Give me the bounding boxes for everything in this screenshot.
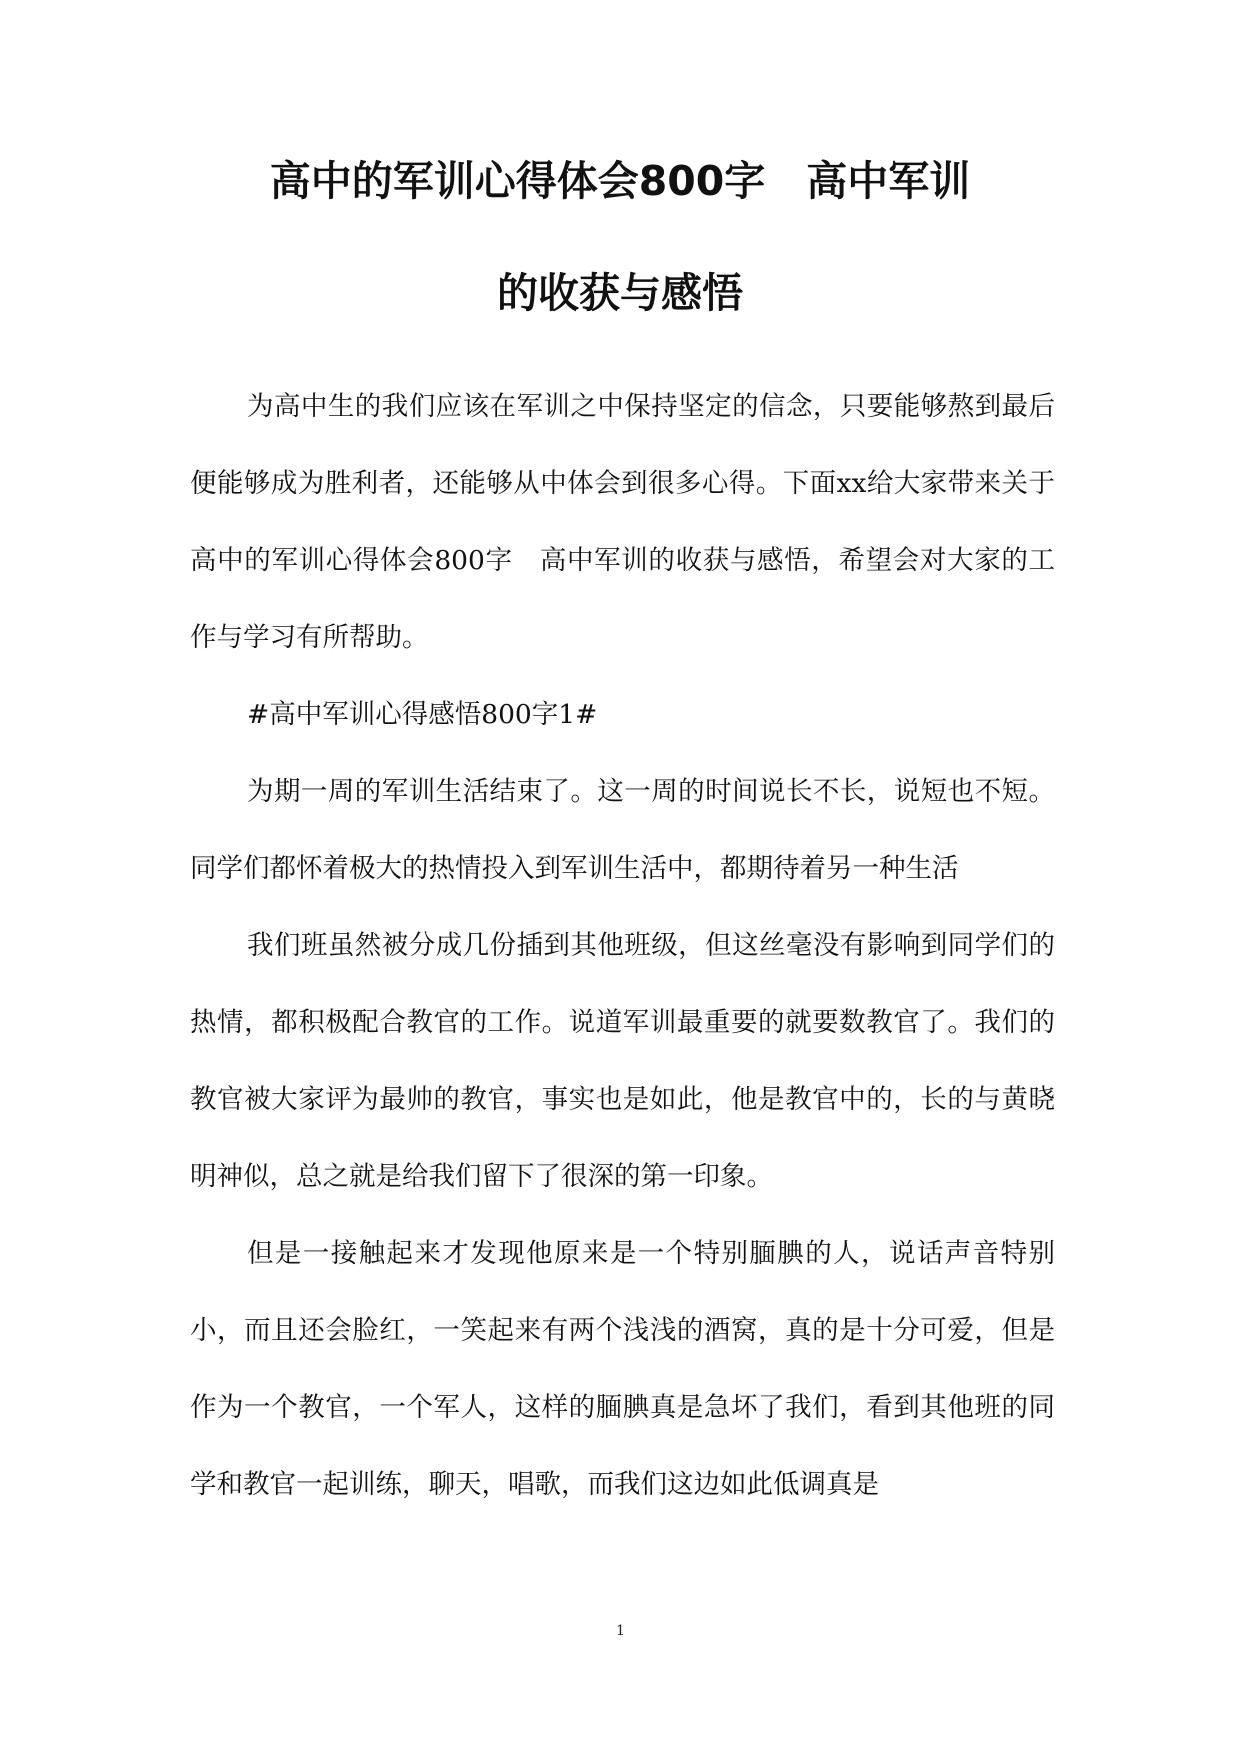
document-title-line-1: 高中的军训心得体会800字 高中军训 — [269, 157, 971, 205]
paragraph-1: 为期一周的军训生活结束了。这一周的时间说长不长，说短也不短。同学们都怀着极大的热情投入到军训生活中，都期待着另一种生活 — [190, 776, 1055, 884]
document-title-line-2: 的收获与感悟 — [497, 269, 743, 317]
document-body — [190, 368, 1055, 1523]
paragraph-intro: 为高中生的我们应该在军训之中保持坚定的信念，只要能够熬到最后便能够成为胜利者，还能够从中体会到很多心得。下面xx给大家带来关于高中的军训心得体会800字 高中军训的收获与感悟，希望会对大家的工作与学习有所帮助。 — [190, 391, 1055, 653]
section-heading: #高中军训心得感悟800字1# — [247, 699, 598, 730]
paragraph-2: 我们班虽然被分成几份插到其他班级，但这丝毫没有影响到同学们的热情，都积极配合教官的工作。说道军训最重要的就要数教官了。我们的教官被大家评为最帅的教官，事实也是如此，他是教官中的，长的与黄晓明神似，总之就是给我们留下了很深的第一印象。 — [190, 930, 1055, 1192]
paragraph-3: 但是一接触起来才发现他原来是一个特别腼腆的人，说话声音特别小，而且还会脸红，一笑起来有两个浅浅的酒窝，真的是十分可爱，但是作为一个教官，一个军人，这样的腼腆真是急坏了我们，看到其他班的同学和教官一起训练，聊天，唱歌，而我们这边如此低调真是 — [190, 1238, 1055, 1500]
page-number: 1 — [616, 1623, 625, 1639]
